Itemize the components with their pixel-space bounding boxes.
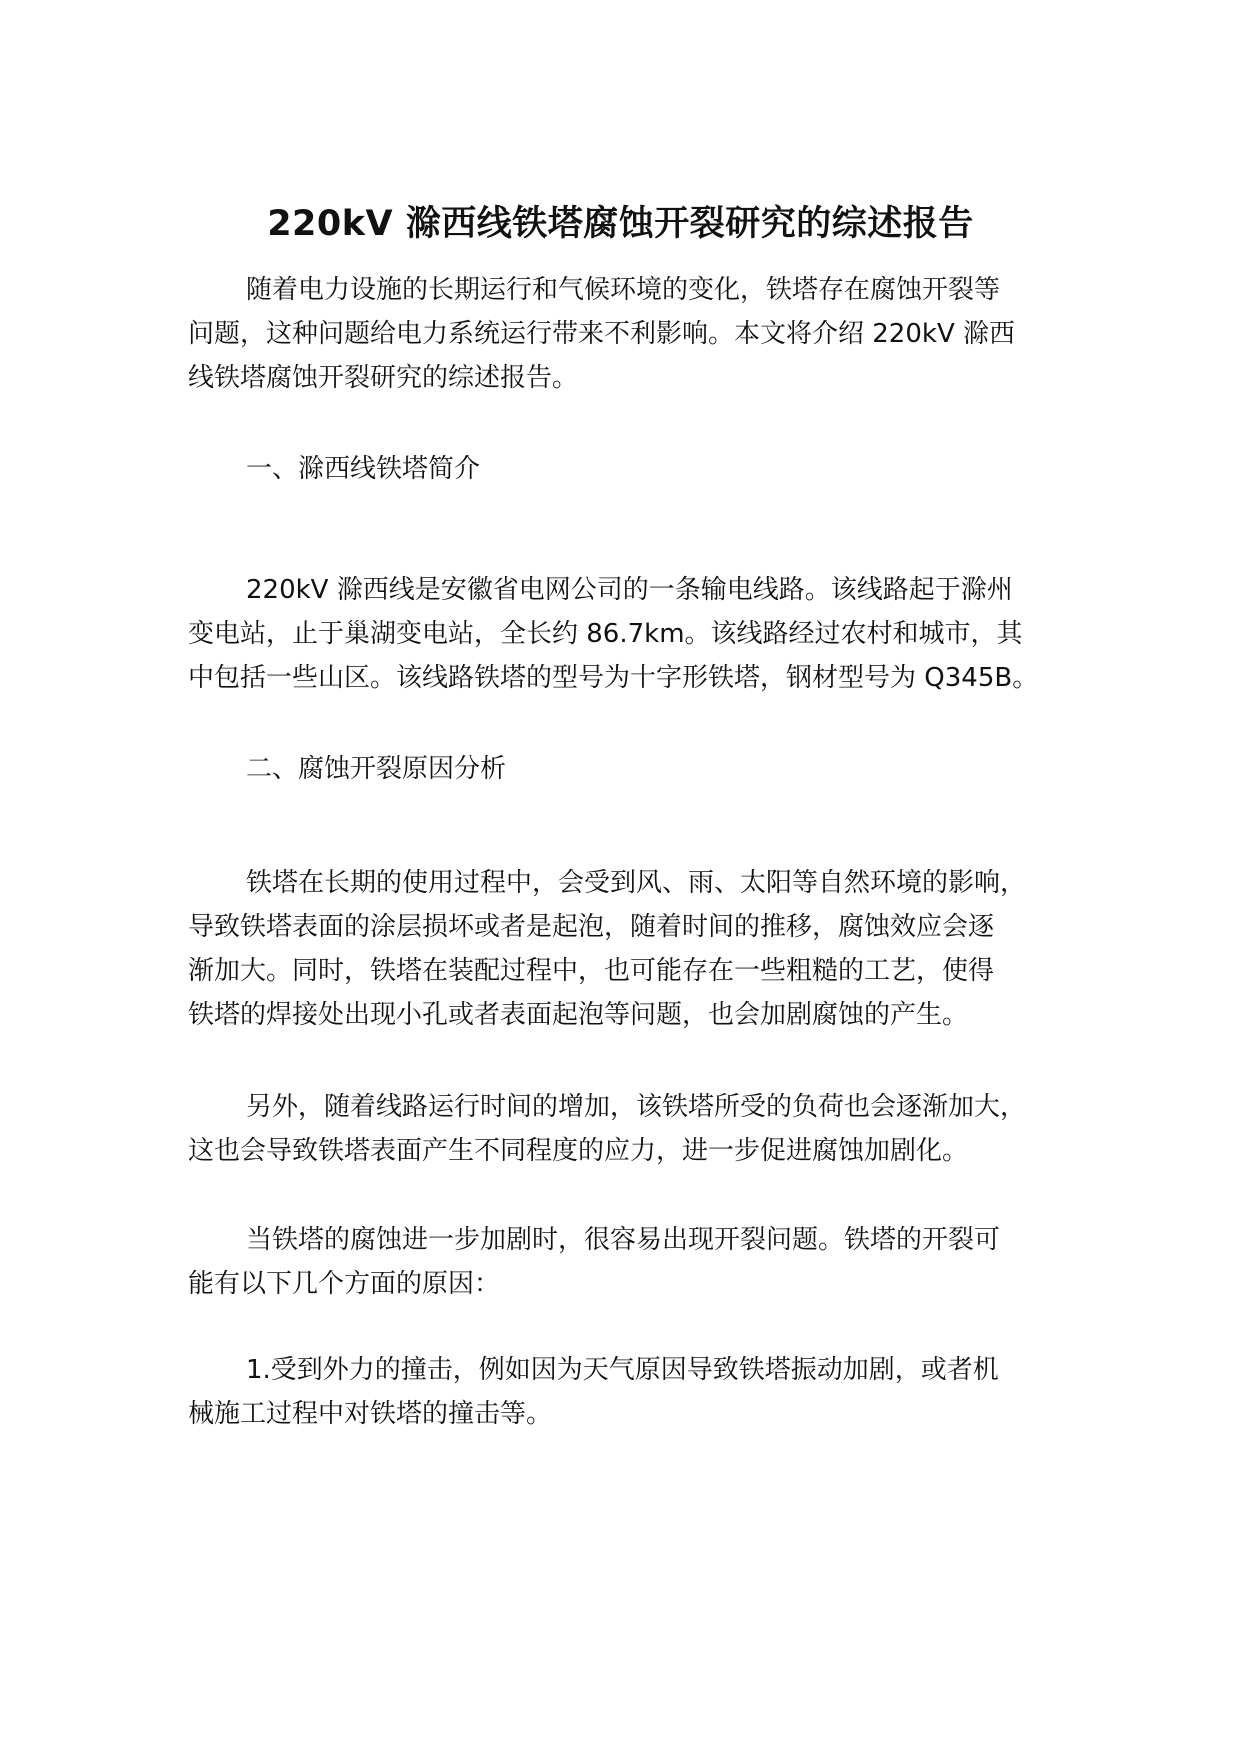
paragraph-line: 220kV 滁西线是安徽省电网公司的一条输电线路。该线路起于滁州 — [246, 575, 1013, 605]
section-heading-2 — [188, 747, 1088, 791]
paragraph-line: 另外，随着线路运行时间的增加，该铁塔所受的负荷也会逐渐加大， — [246, 1092, 1027, 1122]
paragraph-line: 铁塔的焊接处出现小孔或者表面起泡等问题，也会加剧腐蚀的产生。 — [188, 1000, 969, 1030]
cracking-paragraph — [188, 1218, 1088, 1306]
paragraph-line: 问题，这种问题给电力系统运行带来不利影响。本文将介绍 220kV 滁西 — [188, 319, 1015, 349]
paragraph-line: 中包括一些山区。该线路铁塔的型号为十字形铁塔，钢材型号为 Q345B。 — [188, 663, 1039, 693]
section-heading-1 — [188, 447, 1088, 491]
overview-paragraph — [188, 568, 1088, 700]
intro-paragraph — [188, 268, 1088, 400]
paragraph-line: 随着电力设施的长期运行和气候环境的变化，铁塔存在腐蚀开裂等 — [246, 275, 1001, 305]
paragraph-line: 当铁塔的腐蚀进一步加剧时，很容易出现开裂问题。铁塔的开裂可 — [246, 1225, 1001, 1255]
paragraph-line: 1.受到外力的撞击，例如因为天气原因导致铁塔振动加剧，或者机 — [246, 1355, 999, 1385]
paragraph-line: 铁塔在长期的使用过程中，会受到风、雨、太阳等自然环境的影响， — [246, 868, 1027, 898]
load-paragraph — [188, 1085, 1088, 1173]
list-item — [188, 1348, 1088, 1436]
section-heading-text: 一、滁西线铁塔简介 — [246, 454, 481, 484]
paragraph-line: 变电站，止于巢湖变电站，全长约 86.7km。该线路经过农村和城市，其 — [188, 619, 1023, 649]
paragraph-line: 渐加大。同时，铁塔在装配过程中，也可能存在一些粗糙的工艺，使得 — [188, 956, 995, 986]
section-heading-text: 二、腐蚀开裂原因分析 — [246, 754, 507, 784]
corrosion-cause-paragraph — [188, 861, 1088, 1037]
paragraph-line: 这也会导致铁塔表面产生不同程度的应力，进一步促进腐蚀加剧化。 — [188, 1136, 969, 1166]
paragraph-line: 导致铁塔表面的涂层损坏或者是起泡，随着时间的推移，腐蚀效应会逐 — [188, 912, 995, 942]
paragraph-line: 能有以下几个方面的原因： — [188, 1269, 501, 1299]
paragraph-line: 线铁塔腐蚀开裂研究的综述报告。 — [188, 363, 579, 393]
document-title: 220kV 滁西线铁塔腐蚀开裂研究的综述报告 — [267, 204, 974, 245]
paragraph-line: 械施工过程中对铁塔的撞击等。 — [188, 1399, 553, 1429]
